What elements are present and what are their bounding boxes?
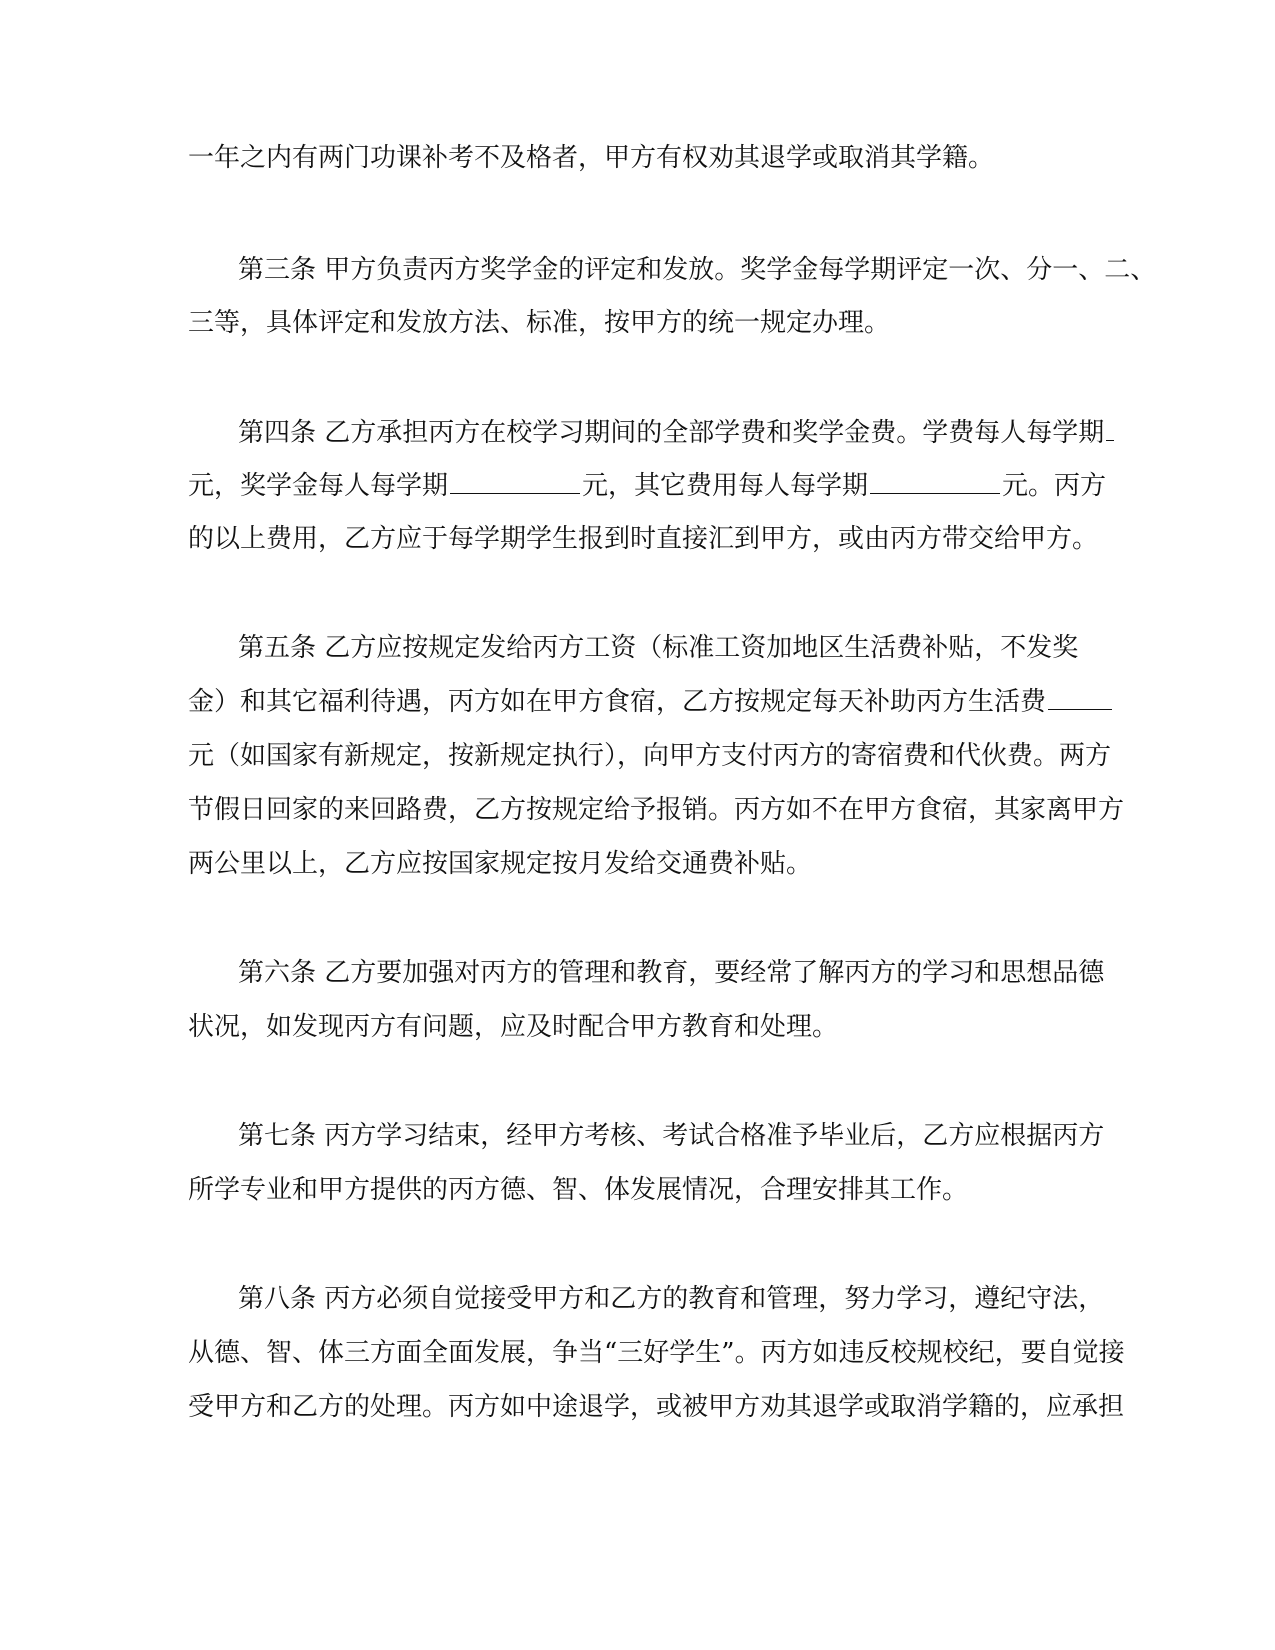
scholarship-blank xyxy=(450,471,580,494)
line-text: 节假日回家的来回路费，乙方按规定给予报销。丙方如不在甲方食宿，其家离甲方 xyxy=(188,795,1125,825)
line-text: 从德、智、体三方面全面发展，争当“三好学生”。丙方如违反校规校纪，要自觉接 xyxy=(188,1338,1125,1368)
living-allowance-blank xyxy=(1048,687,1112,710)
article-8-line-2 xyxy=(188,1333,1125,1373)
line-text: 三等，具体评定和发放方法、标准，按甲方的统一规定办理。 xyxy=(188,308,891,338)
article-7-line-2 xyxy=(188,1170,1088,1210)
line-text: 元。丙方 xyxy=(1002,471,1107,501)
text-line xyxy=(188,138,1088,178)
line-text: 所学专业和甲方提供的丙方德、智、体发展情况，合理安排其工作。 xyxy=(188,1175,969,1205)
line-text: 第六条 乙方要加强对丙方的管理和教育，要经常了解丙方的学习和思想品德 xyxy=(238,958,1105,988)
line-text: 元（如国家有新规定，按新规定执行），向甲方支付丙方的寄宿费和代伙费。两方 xyxy=(188,741,1112,771)
line-text: 第四条 乙方承担丙方在校学习期间的全部学费和奖学金费。学费每人每学期 xyxy=(238,418,1105,448)
other-fees-blank xyxy=(870,471,1000,494)
article-6-line-2 xyxy=(188,1007,1088,1047)
line-text: 第八条 丙方必须自觉接受甲方和乙方的教育和管理，努力学习，遵纪守法， xyxy=(238,1284,1105,1314)
article-5-line-1 xyxy=(238,628,1088,668)
article-8-line-1 xyxy=(238,1279,1105,1319)
article-5-line-5 xyxy=(188,844,1088,884)
line-text: 一年之内有两门功课补考不及格者，甲方有权劝其退学或取消其学籍。 xyxy=(188,143,995,173)
line-text: 第三条 甲方负责丙方奖学金的评定和发放。奖学金每学期评定一次、分一、二、 xyxy=(238,255,1157,285)
line-text: 第七条 丙方学习结束，经甲方考核、考试合格准予毕业后，乙方应根据丙方 xyxy=(238,1121,1105,1151)
line-text: 元，其它费用每人每学期 xyxy=(582,471,869,501)
line-text: 状况，如发现丙方有问题，应及时配合甲方教育和处理。 xyxy=(188,1012,839,1042)
article-3-line-2 xyxy=(188,303,1088,343)
line-text: 两公里以上，乙方应按国家规定按月发给交通费补贴。 xyxy=(188,849,813,879)
article-5-line-2 xyxy=(188,682,1088,722)
line-text: 金）和其它福利待遇，丙方如在甲方食宿，乙方按规定每天补助丙方生活费 xyxy=(188,687,1047,717)
article-4-line-2 xyxy=(188,466,1107,506)
article-4-line-3 xyxy=(188,519,1099,559)
article-7-line-1 xyxy=(238,1116,1105,1156)
article-3-line-1 xyxy=(238,250,1157,290)
tuition-blank xyxy=(1106,418,1114,441)
article-4-line-1 xyxy=(238,413,1105,453)
article-6-line-1 xyxy=(238,953,1105,993)
line-text: 受甲方和乙方的处理。丙方如中途退学，或被甲方劝其退学或取消学籍的，应承担 xyxy=(188,1392,1125,1422)
line-text: 第五条 乙方应按规定发给丙方工资（标准工资加地区生活费补贴，不发奖 xyxy=(238,633,1079,663)
line-text: 的以上费用，乙方应于每学期学生报到时直接汇到甲方，或由丙方带交给甲方。 xyxy=(188,524,1099,554)
article-8-line-3 xyxy=(188,1387,1125,1427)
line-text: 元，奖学金每人每学期 xyxy=(188,471,449,501)
article-5-line-4 xyxy=(188,790,1125,830)
article-5-line-3 xyxy=(188,736,1112,776)
